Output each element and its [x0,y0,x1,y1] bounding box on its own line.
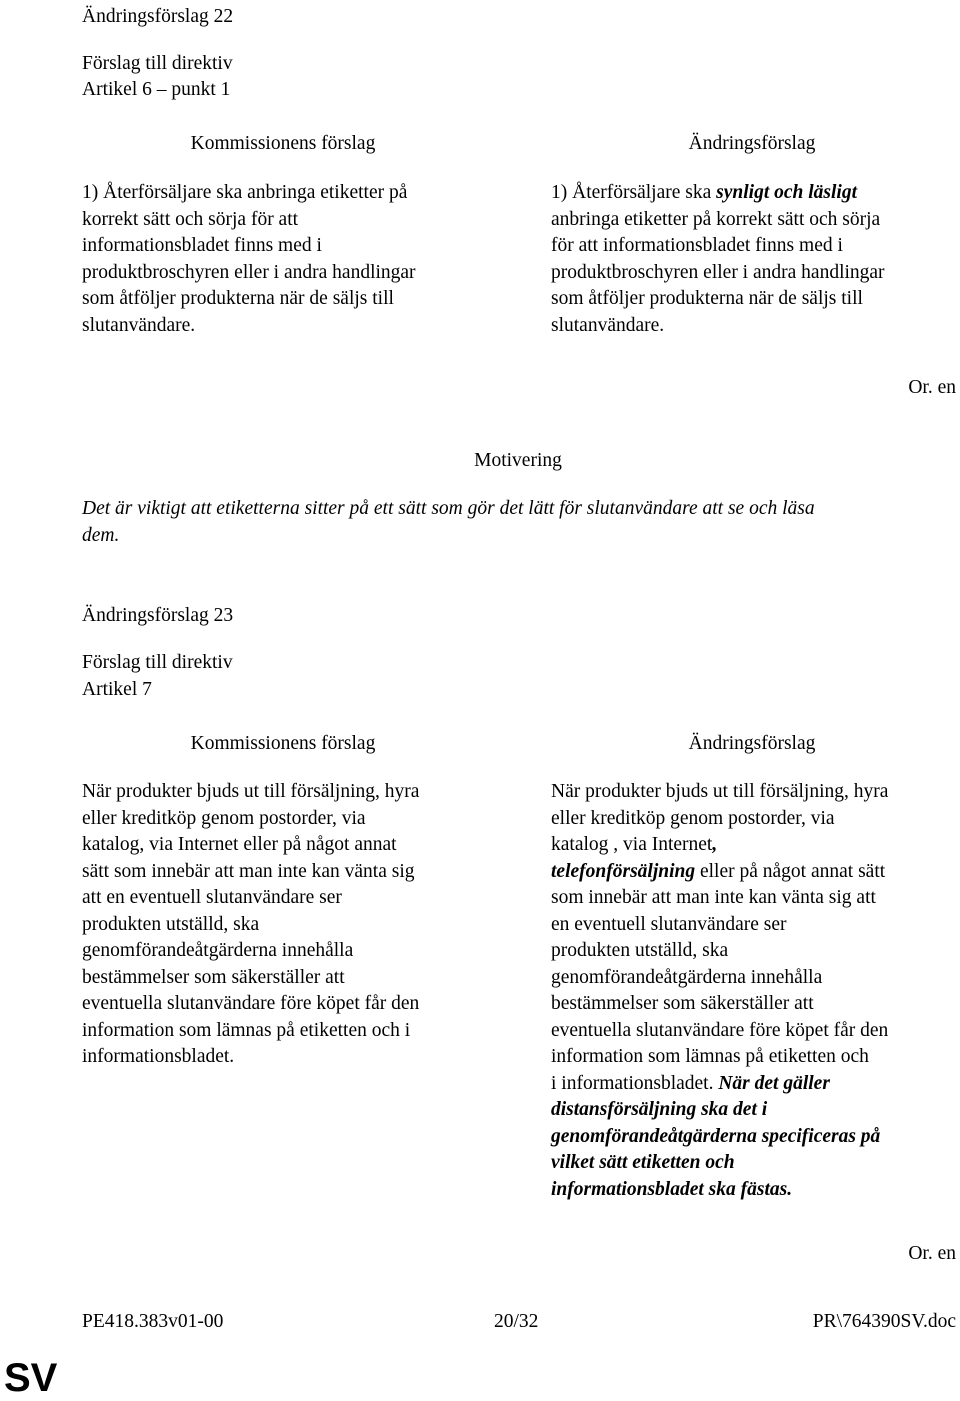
text-line: produkten utställd, ska [551,940,729,961]
inserted-text: När det gäller [718,1072,830,1094]
amendment-22-article: Artikel 6 – punkt 1 [82,79,231,100]
text-line: bestämmelser som säkerställer att [82,966,345,988]
amendment-22-proposal: Förslag till direktiv [82,53,233,74]
inserted-text-line: genomförandeåtgärderna specificeras på [551,1125,881,1147]
text-segment: eller på något annat sätt [695,860,886,882]
text-line: information som lämnas på etiketten och [551,1046,869,1067]
text-line: 1) Återförsäljare ska anbringa etiketter på [82,182,408,203]
inserted-text-line: informationsbladet ska fästas. [551,1178,793,1200]
text-line: för att informationsbladet finns med i [551,235,843,256]
text-line: Det är viktigt att etiketterna sitter på ett sätt som gör det lätt för slutanvändare att se och läsa [82,498,815,519]
text-line: eller kreditköp genom postorder, via [82,807,366,829]
footer-page-number: 20/32 [494,1311,539,1332]
text-line: produktbroschyren eller i andra handlingar [82,261,416,283]
text-line: När produkter bjuds ut till försäljning, hyra [551,781,889,802]
text-segment: 1) Återförsäljare ska [551,182,717,203]
footer-doc-ref: PE418.383v01-00 [82,1311,224,1332]
text-line [551,859,888,886]
text-line: produkten utställd, ska [82,913,260,935]
text-line: eller kreditköp genom postorder, via [551,807,835,829]
justification-heading: Motivering [474,450,562,471]
amendment-22-title: Ändringsförslag 22 [82,6,234,27]
text-line: korrekt sätt och sörja för att [82,208,299,230]
amendment-22-amendment-text [551,180,885,339]
text-line: att en eventuell slutanvändare ser [82,887,342,908]
text-line: slutanvändare. [551,314,665,336]
amendment-23-title: Ändringsförslag 23 [82,605,234,626]
inserted-text-line: vilket sätt etiketten och [551,1152,735,1173]
text-line [551,180,885,207]
text-line: katalog, via Internet eller på något annat [82,834,397,855]
inserted-text: synligt och läsligt [716,182,857,203]
amendment-22-commission-heading: Kommissionens förslag [190,133,376,154]
text-line: informationsbladet. [82,1046,235,1067]
text-line: anbringa etiketter på korrekt sätt och sörja [551,208,881,230]
amendment-23-article: Artikel 7 [82,679,152,700]
footer-file-name: PR\764390SV.doc [812,1311,956,1332]
text-segment: katalog , via Internet [551,834,713,855]
amendment-23-proposal: Förslag till direktiv [82,652,233,673]
text-line: eventuella slutanvändare före köpet får den [551,1019,889,1041]
justification-text [82,496,815,549]
text-segment: i informationsbladet. [551,1072,719,1094]
amendment-23-commission-text [82,779,419,1071]
text-line: genomförandeåtgärderna innehålla [551,966,823,988]
inserted-text: telefonförsäljning [551,860,696,882]
text-line: produktbroschyren eller i andra handlingar [551,261,885,283]
amendment-23-commission-heading: Kommissionens förslag [190,733,376,754]
text-line: slutanvändare. [82,314,196,336]
text-line: en eventuell slutanvändare ser [551,913,787,935]
amendment-23-amendment-heading: Ändringsförslag [688,733,816,754]
text-line [551,1071,888,1098]
text-line: som innebär att man inte kan vänta sig att [551,887,876,908]
amendment-23-amendment-text [551,779,888,1203]
amendment-22-original-language: Or. en [908,377,956,398]
text-line: sätt som innebär att man inte kan vänta sig [82,860,415,882]
text-line [551,832,888,859]
text-line: bestämmelser som säkerställer att [551,993,814,1014]
text-line: eventuella slutanvändare före köpet får den [82,993,420,1014]
inserted-text: , [712,834,718,855]
amendment-23-original-language: Or. en [908,1243,956,1264]
text-line: information som lämnas på etiketten och i [82,1019,411,1041]
amendment-22-amendment-heading: Ändringsförslag [688,133,816,154]
text-line: När produkter bjuds ut till försäljning, hyra [82,781,420,802]
text-line: som åtföljer produkterna när de säljs till [551,288,863,309]
language-code: SV [4,1356,58,1400]
text-line: genomförandeåtgärderna innehålla [82,940,354,961]
amendment-22-commission-text [82,180,416,339]
text-line: som åtföljer produkterna när de säljs till [82,288,394,309]
text-line: dem. [82,524,120,546]
text-line: informationsbladet finns med i [82,235,322,256]
inserted-text-line: distansförsäljning ska det i [551,1099,768,1120]
